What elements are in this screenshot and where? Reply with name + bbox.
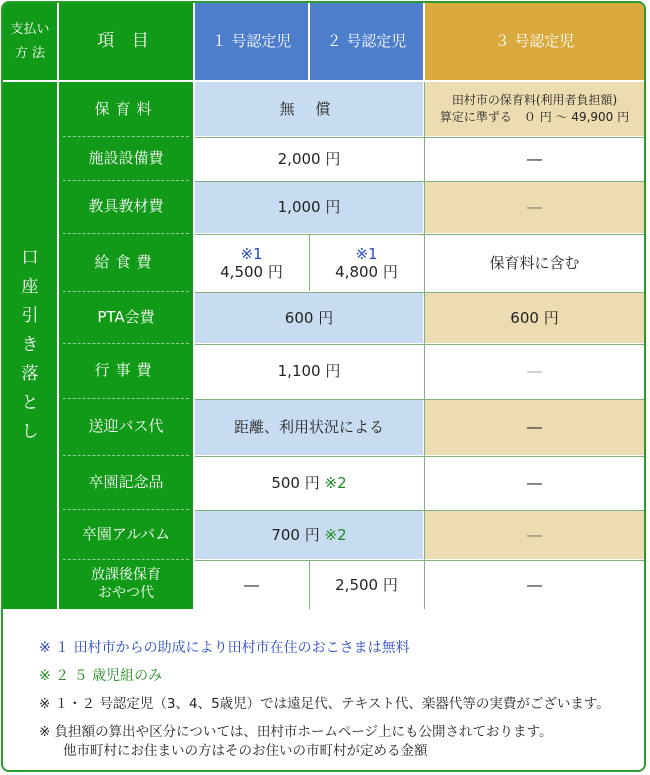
- hoikuryo-col3: [425, 82, 644, 136]
- grid-line: [309, 561, 310, 609]
- grid-line: [195, 456, 644, 457]
- album-value: 700 円: [271, 525, 320, 544]
- notes-section: [3, 609, 644, 770]
- grid-line: [195, 344, 644, 345]
- hoikuryo-col3-line1: 田村市の保育料(利用者負担額): [451, 93, 618, 107]
- note-4-continued: 他市町村にお住まいの方はそのお住いの市町村が定める金額: [63, 743, 428, 759]
- hoikuryo-col12: 無 償: [195, 82, 423, 136]
- note-mark-1: ※1: [240, 245, 263, 263]
- side-char: し: [21, 422, 39, 442]
- hoikuryo-col3-line2: 算定に準ずる ０ 円 ～ 49,900 円: [439, 110, 630, 124]
- grid-line: [309, 235, 310, 291]
- pta-col3: 600 円: [425, 293, 644, 343]
- header-pay-method-line2: 方 法: [14, 45, 46, 61]
- kinen-col12: [195, 457, 423, 509]
- hokago-col2: 2,500 円: [310, 561, 423, 609]
- row-label-album: 卒園アルバム: [59, 509, 193, 559]
- side-char: 落: [21, 364, 39, 384]
- kyogu-col12: 1,000 円: [195, 182, 423, 233]
- grid-line: [195, 137, 644, 138]
- hokago-col3: ―: [425, 561, 644, 609]
- divider: [63, 291, 189, 292]
- header-col2: ２ 号認定児: [310, 3, 423, 80]
- kyogu-col3: ―: [425, 182, 644, 233]
- row-label-kyushoku: 給食費: [59, 233, 193, 291]
- grid-line: [195, 234, 644, 235]
- note-3: ※ １・２ 号認定児（3、4、5歳児）では遠足代、テキスト代、楽器代等の実費がございます。: [39, 696, 610, 712]
- grid-line: [195, 510, 644, 511]
- kyushoku-col3: 保育料に含む: [425, 235, 644, 291]
- kinen-value: 500 円: [271, 473, 320, 492]
- grid-line: [195, 181, 644, 182]
- grid-line: [424, 82, 425, 609]
- side-char: 座: [21, 277, 39, 297]
- divider: [63, 136, 189, 137]
- header-item: 項 目: [59, 3, 193, 80]
- kyushoku-col1: [195, 235, 308, 291]
- pta-col12: 600 円: [195, 293, 423, 343]
- note-mark-2: ※2: [324, 473, 347, 492]
- side-label-koza-hikiotoshi: [3, 82, 57, 609]
- note-1: ※ １ 田村市からの助成により田村市在住のおこさまは無料: [39, 640, 410, 656]
- row-label-kinen: 卒園記念品: [59, 455, 193, 509]
- row-label-bus: 送迎バス代: [59, 398, 193, 455]
- divider: [63, 180, 189, 181]
- hokago-col1: ―: [195, 561, 308, 609]
- bus-col3: ―: [425, 400, 644, 455]
- header-col1: １ 号認定児: [195, 3, 308, 80]
- side-char: 口: [21, 248, 39, 268]
- divider: [63, 559, 189, 560]
- row-label-hokago-line2: おやつ代: [98, 585, 154, 601]
- row-label-shisetsu: 施設設備費: [59, 136, 193, 180]
- fee-table-frame: [1, 1, 646, 772]
- shisetsu-col12: 2,000 円: [195, 138, 423, 180]
- divider: [63, 509, 189, 510]
- row-label-hoikuryo: 保育料: [59, 82, 193, 136]
- side-char: き: [21, 335, 39, 355]
- side-char: 引: [21, 306, 39, 326]
- album-col12: [195, 511, 423, 559]
- row-label-gyoji: 行事費: [59, 343, 193, 398]
- row-label-kyogu: 教具教材費: [59, 180, 193, 233]
- bus-col12: 距離、利用状況による: [195, 400, 423, 455]
- note-mark-1: ※1: [355, 245, 378, 263]
- gyoji-col12: 1,100 円: [195, 345, 423, 398]
- kyushoku-col1-value: 4,500 円: [220, 263, 283, 281]
- divider: [63, 455, 189, 456]
- album-col3: ―: [425, 511, 644, 559]
- note-4: ※ 負担額の算出や区分については、田村市ホームページ上にも公開されております。: [39, 724, 553, 740]
- kyushoku-col2: [310, 235, 423, 291]
- shisetsu-col3: ―: [425, 138, 644, 180]
- grid-line: [195, 292, 644, 293]
- gyoji-col3: ―: [425, 345, 644, 398]
- divider: [63, 343, 189, 344]
- note-2: ※ ２ ５ 歳児組のみ: [39, 668, 163, 684]
- row-label-pta: PTA会費: [59, 291, 193, 343]
- kinen-col3: ―: [425, 457, 644, 509]
- divider: [63, 233, 189, 234]
- row-label-hokago: [59, 559, 193, 609]
- header-col3: ３ 号認定児: [425, 3, 644, 80]
- side-char: と: [21, 393, 39, 413]
- header-pay-method: [3, 3, 57, 80]
- note-mark-2: ※2: [324, 525, 347, 544]
- row-label-hokago-line1: 放課後保育: [91, 567, 161, 583]
- kyushoku-col2-value: 4,800 円: [335, 263, 398, 281]
- grid-line: [195, 560, 644, 561]
- header-pay-method-line1: 支払い: [10, 21, 50, 37]
- grid-line: [195, 399, 644, 400]
- divider: [63, 398, 189, 399]
